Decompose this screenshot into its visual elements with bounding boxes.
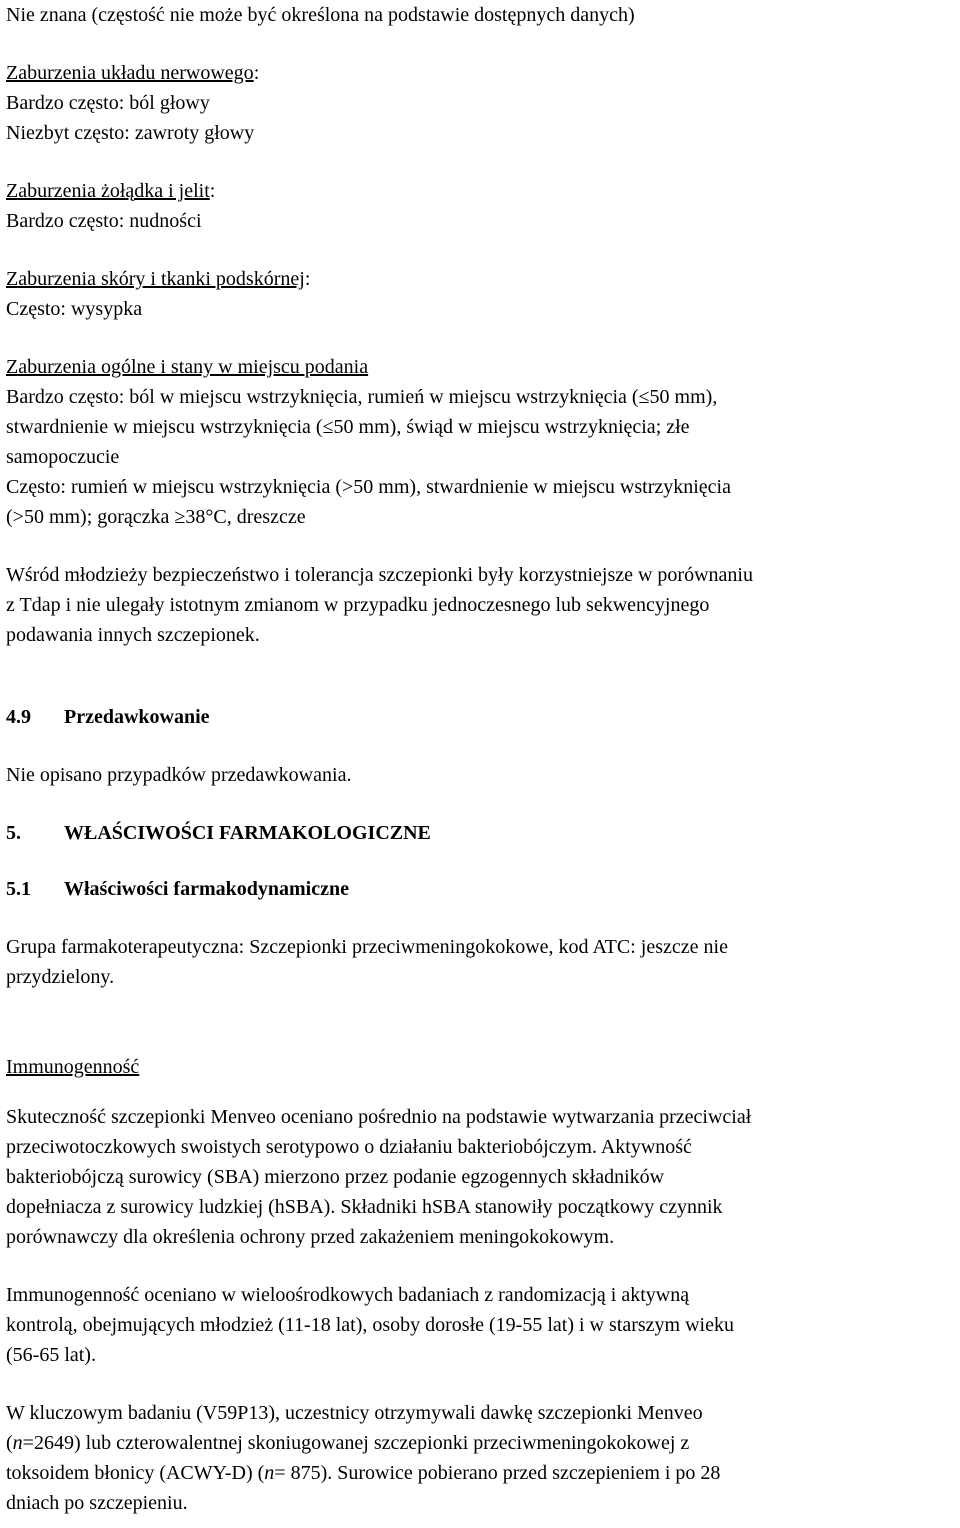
- gastro-heading-line: Zaburzenia żołądka i jelit:: [6, 180, 216, 202]
- section-number: 4.9: [6, 706, 31, 728]
- adolescents-line: z Tdap i nie ulegały istotnym zmianom w przypadku jednoczesnego lub sekwencyjnego: [6, 594, 710, 616]
- immuno-para2-line: kontrolą, obejmujących młodzież (11-18 lat), osoby dorosłe (19-55 lat) i w starszym wieku: [6, 1314, 734, 1336]
- section-number: 5.1: [6, 878, 31, 900]
- immuno-para1-line: dopełniacza z surowicy ludzkiej (hSBA). Składniki hSBA stanowiły początkowy czynnik: [6, 1196, 723, 1218]
- immuno-para1-line: przeciwotoczkowych swoistych serotypowo o działaniu bakteriobójczym. Aktywność: [6, 1136, 692, 1158]
- overdose-text: Nie opisano przypadków przedawkowania.: [6, 764, 352, 786]
- section-title: WŁAŚCIWOŚCI FARMAKOLOGICZNE: [64, 822, 431, 844]
- immuno-para3-line: toksoidem błonicy (ACWY-D) (n= 875). Surowice pobierano przed szczepieniem i po 28: [6, 1462, 721, 1484]
- immuno-para1-line: Skuteczność szczepionki Menveo oceniano pośrednio na podstawie wytwarzania przeciwciał: [6, 1106, 752, 1128]
- immuno-para3-line: W kluczowym badaniu (V59P13), uczestnicy otrzymywali dawkę szczepionki Menveo: [6, 1402, 703, 1424]
- section-5-1-heading: [6, 874, 956, 904]
- immuno-para3-line: (n=2649) lub czterowalentnej skoniugowanej szczepionki przeciwmeningokokowej z: [6, 1432, 690, 1454]
- general-very-common-line: samopoczucie: [6, 446, 120, 468]
- nervous-heading-line: Zaburzenia układu nerwowego:: [6, 62, 260, 84]
- atc-line: przydzielony.: [6, 966, 115, 988]
- section-title: Przedawkowanie: [64, 706, 210, 728]
- general-very-common-line: Bardzo często: ból w miejscu wstrzyknięcia, rumień w miejscu wstrzyknięcia (≤50 mm),: [6, 386, 718, 408]
- general-common-line: Często: rumień w miejscu wstrzyknięcia (>50 mm), stwardnienie w miejscu wstrzyknięcia: [6, 476, 731, 498]
- immuno-para1-line: bakteriobójczą surowicy (SBA) mierzono przez podanie egzogennych składników: [6, 1166, 665, 1188]
- section-5-heading: [6, 818, 956, 848]
- immuno-para2-line: (56-65 lat).: [6, 1344, 96, 1366]
- nervous-uncommon: Niezbyt często: zawroty głowy: [6, 122, 255, 144]
- adolescents-line: podawania innych szczepionek.: [6, 624, 260, 646]
- general-heading: Zaburzenia ogólne i stany w miejscu podania: [6, 356, 369, 378]
- immunogenicity-heading: Immunogenność: [6, 1056, 140, 1078]
- general-common-line: (>50 mm); gorączka ≥38°C, dreszcze: [6, 506, 306, 528]
- skin-heading-line: Zaburzenia skóry i tkanki podskórnej:: [6, 268, 311, 290]
- atc-line: Grupa farmakoterapeutyczna: Szczepionki przeciwmeningokokowe, kod ATC: jeszcze nie: [6, 936, 728, 958]
- skin-heading: Zaburzenia skóry i tkanki podskórnej: [6, 268, 305, 290]
- nervous-very-common: Bardzo często: ból głowy: [6, 92, 210, 114]
- frequency-unknown-text: Nie znana (częstość nie może być określona na podstawie dostępnych danych): [6, 4, 635, 26]
- section-number: 5.: [6, 822, 21, 844]
- adolescents-line: Wśród młodzieży bezpieczeństwo i tolerancja szczepionki były korzystniejsze w porównaniu: [6, 564, 753, 586]
- section-4-9-heading: [6, 702, 956, 732]
- nervous-heading: Zaburzenia układu nerwowego: [6, 62, 254, 84]
- immuno-para1-line: porównawczy dla określenia ochrony przed zakażeniem meningokokowym.: [6, 1226, 615, 1248]
- general-very-common-line: stwardnienie w miejscu wstrzyknięcia (≤50 mm), świąd w miejscu wstrzyknięcia; złe: [6, 416, 690, 438]
- immuno-para3-line: dniach po szczepieniu.: [6, 1492, 188, 1514]
- n-symbol: n: [12, 1432, 23, 1454]
- skin-common: Często: wysypka: [6, 298, 143, 320]
- gastro-very-common: Bardzo często: nudności: [6, 210, 202, 232]
- section-title: Właściwości farmakodynamiczne: [64, 878, 349, 900]
- gastro-heading: Zaburzenia żołądka i jelit: [6, 180, 210, 202]
- immuno-para2-line: Immunogenność oceniano w wieloośrodkowych badaniach z randomizacją i aktywną: [6, 1284, 690, 1306]
- n-symbol: n: [264, 1462, 275, 1484]
